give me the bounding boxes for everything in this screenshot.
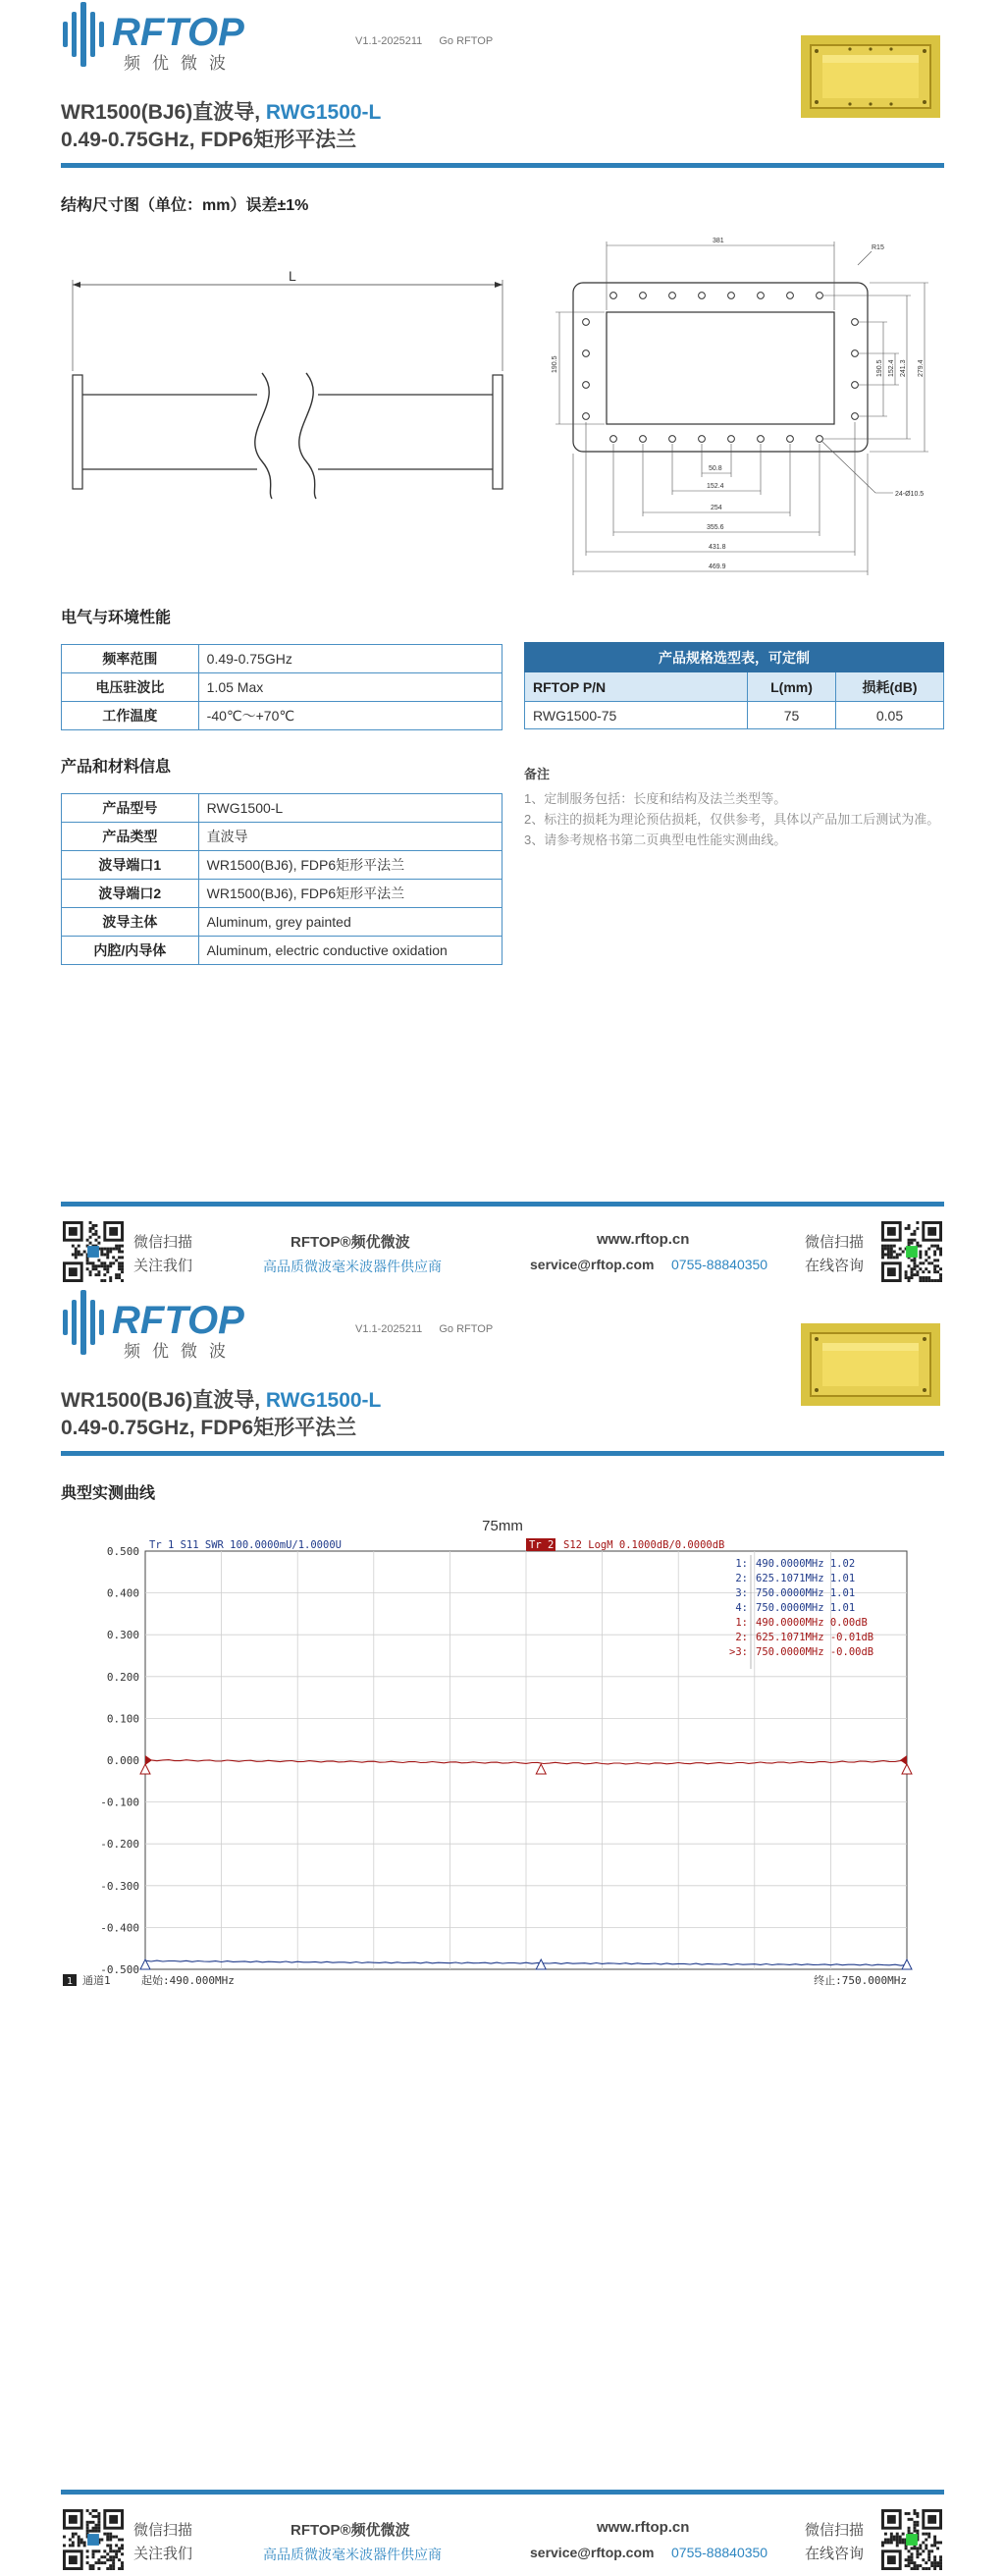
- trace2-tag: Tr 2: [529, 1539, 555, 1551]
- channel-tag: 1: [67, 1976, 74, 1987]
- marker-readout: 750.0000MHz 1.01: [756, 1587, 856, 1599]
- follow-label: 关注我们: [133, 2546, 193, 2562]
- material-table: [61, 793, 502, 965]
- brand-chinese: 频优微波: [124, 1342, 238, 1362]
- marker-id: 4:: [735, 1602, 748, 1614]
- svg-text:469.9: 469.9: [709, 564, 726, 570]
- company-name: RFTOP®频优微波: [291, 2522, 410, 2539]
- y-tick-label: 0.500: [106, 1545, 139, 1558]
- y-tick-label: -0.300: [100, 1879, 139, 1893]
- y-tick-label: 0.100: [106, 1712, 139, 1726]
- marker-readout: 750.0000MHz 1.01: [756, 1602, 856, 1614]
- scan-label-2: 微信扫描: [805, 1234, 865, 1251]
- consult-qr-code[interactable]: [881, 1221, 942, 1282]
- table-row: [62, 702, 502, 730]
- notes: [524, 764, 944, 850]
- footer-divider: [61, 2490, 944, 2495]
- product-subtitle: 0.49-0.75GHz, FDP6矩形平法兰: [61, 1417, 357, 1439]
- phone-number: 0755-88840350: [671, 1257, 768, 1272]
- y-tick-label: -0.400: [100, 1921, 139, 1935]
- spec-key: 波导端口2: [62, 880, 199, 908]
- wechat-qr-code[interactable]: [63, 1221, 124, 1282]
- website-link[interactable]: www.rftop.cn: [597, 2519, 690, 2536]
- y-tick-label: 0.200: [106, 1670, 139, 1684]
- material-heading: 产品和材料信息: [61, 759, 172, 776]
- spec-value: -40℃～+70℃: [198, 702, 502, 730]
- spec-key: 波导主体: [62, 908, 199, 937]
- marker-id: 2:: [735, 1573, 748, 1584]
- go-rftop-link[interactable]: Go RFTOP: [439, 1323, 494, 1335]
- table-row: RWG1500-75 75 0.05: [525, 702, 944, 729]
- follow-label: 关注我们: [133, 1258, 193, 1274]
- svg-text:381: 381: [713, 238, 724, 244]
- drawing-heading: 结构尺寸图（单位：mm）误差±1%: [61, 197, 309, 214]
- svg-text:190.5: 190.5: [552, 355, 558, 373]
- svg-text:RFTOP: RFTOP: [112, 1299, 244, 1342]
- email-link[interactable]: service@rftop.com: [530, 2545, 655, 2560]
- x-start-label: 起始:490.000MHz: [141, 1974, 235, 1987]
- header-divider: [61, 163, 944, 168]
- brand-chinese: 频优微波: [124, 54, 238, 74]
- table-row: [62, 794, 502, 823]
- spec-value: Aluminum, electric conductive oxidation: [198, 937, 502, 965]
- wechat-qr-code[interactable]: [63, 2509, 124, 2570]
- table-row: [62, 851, 502, 880]
- product-photo: [801, 1323, 940, 1406]
- spec-key: 波导端口1: [62, 851, 199, 880]
- chart-title: 75mm: [482, 1518, 523, 1534]
- table-row: [62, 823, 502, 851]
- svg-text:190.5: 190.5: [876, 359, 883, 377]
- trace1-header: Tr 1 S11 SWR 100.0000mU/1.0000U: [149, 1539, 342, 1551]
- scan-label-2: 微信扫描: [805, 2522, 865, 2539]
- vna-measurement-chart: [61, 1531, 944, 2001]
- doc-meta: [355, 1323, 506, 1335]
- company-slogan: 高品质微波毫米波器件供应商: [263, 2547, 442, 2562]
- selection-table: [524, 642, 944, 729]
- product-subtitle: 0.49-0.75GHz, FDP6矩形平法兰: [61, 129, 357, 151]
- spec-key: 产品型号: [62, 794, 199, 823]
- col-length: L(mm): [748, 672, 836, 702]
- curves-heading: 典型实测曲线: [61, 1485, 156, 1502]
- dimension-drawing: [61, 226, 944, 589]
- svg-text:24-Ø10.5: 24-Ø10.5: [895, 491, 925, 498]
- svg-text:R15: R15: [872, 244, 884, 251]
- marker-readout: 490.0000MHz 0.00dB: [756, 1617, 868, 1629]
- flange-left: [73, 375, 82, 489]
- scan-label: 微信扫描: [133, 2522, 193, 2539]
- spec-value: WR1500(BJ6), FDP6矩形平法兰: [198, 880, 502, 908]
- channel-label: 通道1: [82, 1974, 111, 1987]
- spec-key: 电压驻波比: [62, 673, 199, 702]
- svg-text:254: 254: [711, 505, 722, 511]
- consult-qr-code[interactable]: [881, 2509, 942, 2570]
- spec-value: Aluminum, grey painted: [198, 908, 502, 937]
- consult-label: 在线咨询: [805, 1258, 865, 1274]
- go-rftop-link[interactable]: Go RFTOP: [439, 35, 494, 47]
- selection-caption: 产品规格选型表，可定制: [525, 643, 944, 672]
- y-tick-label: -0.100: [100, 1796, 139, 1809]
- table-row: [62, 673, 502, 702]
- marker-readout: 490.0000MHz 1.02: [756, 1558, 856, 1570]
- svg-text:RFTOP: RFTOP: [112, 11, 244, 54]
- spec-value: 0.49-0.75GHz: [198, 645, 502, 673]
- y-tick-label: -0.200: [100, 1838, 139, 1852]
- y-tick-label: -0.500: [100, 1963, 139, 1976]
- note-item: 2、标注的损耗为理论预估损耗，仅供参考，具体以产品加工后测试为准。: [524, 812, 940, 827]
- page-footer: [0, 1202, 1005, 1288]
- electrical-table: [61, 644, 502, 730]
- svg-text:431.8: 431.8: [709, 544, 726, 551]
- trace2-header: S12 LogM 0.1000dB/0.0000dB: [563, 1539, 725, 1551]
- marker-readout: 750.0000MHz -0.00dB: [756, 1646, 874, 1658]
- col-loss: 损耗(dB): [836, 672, 944, 702]
- product-pn: RWG1500-L: [265, 1389, 382, 1412]
- spec-key: 频率范围: [62, 645, 199, 673]
- company-slogan: 高品质微波毫米波器件供应商: [263, 1259, 442, 1274]
- product-title: WR1500(BJ6)直波导, RWG1500-L: [61, 101, 382, 124]
- marker-id: >3:: [729, 1646, 748, 1658]
- y-tick-label: 0.300: [106, 1629, 139, 1642]
- spec-value: WR1500(BJ6), FDP6矩形平法兰: [198, 851, 502, 880]
- svg-text:L: L: [289, 268, 296, 284]
- product-pn: RWG1500-L: [265, 101, 382, 124]
- marker-id: 1:: [735, 1558, 748, 1570]
- y-tick-label: 0.000: [106, 1754, 139, 1767]
- table-row: [62, 908, 502, 937]
- website-link[interactable]: www.rftop.cn: [597, 1231, 690, 1248]
- table-row: [62, 880, 502, 908]
- notes-title: 备注: [524, 767, 551, 781]
- spec-value: RWG1500-L: [198, 794, 502, 823]
- marker-readout: 625.1071MHz 1.01: [756, 1573, 856, 1584]
- svg-text:152.4: 152.4: [888, 359, 895, 377]
- spec-value: 1.05 Max: [198, 673, 502, 702]
- flange-right: [493, 375, 502, 489]
- product-title: WR1500(BJ6)直波导, RWG1500-L: [61, 1389, 382, 1412]
- consult-label: 在线咨询: [805, 2546, 865, 2562]
- svg-text:241.3: 241.3: [900, 359, 907, 377]
- marker-id: 2:: [735, 1632, 748, 1643]
- spec-key: 产品类型: [62, 823, 199, 851]
- spec-key: 内腔/内导体: [62, 937, 199, 965]
- svg-text:152.4: 152.4: [707, 483, 724, 490]
- scan-label: 微信扫描: [133, 1234, 193, 1251]
- marker-id: 1:: [735, 1617, 748, 1629]
- spec-key: 工作温度: [62, 702, 199, 730]
- product-photo: [801, 35, 940, 118]
- svg-text:279.4: 279.4: [918, 359, 925, 377]
- version-label: V1.1-2025211: [355, 1323, 423, 1335]
- marker-id: 3:: [735, 1587, 748, 1599]
- note-item: 3、请参考规格书第二页典型电性能实测曲线。: [524, 832, 787, 847]
- company-name: RFTOP®频优微波: [291, 1234, 410, 1251]
- marker-readout: 625.1071MHz -0.01dB: [756, 1632, 874, 1643]
- page-footer: [0, 2490, 1005, 2576]
- y-tick-label: 0.400: [106, 1586, 139, 1600]
- doc-meta: [355, 35, 506, 47]
- version-label: V1.1-2025211: [355, 35, 423, 47]
- table-row: [62, 937, 502, 965]
- col-pn: RFTOP P/N: [525, 672, 748, 702]
- header-divider: [61, 1451, 944, 1456]
- email-link[interactable]: service@rftop.com: [530, 1257, 655, 1272]
- phone-number: 0755-88840350: [671, 2545, 768, 2560]
- svg-text:50.8: 50.8: [709, 465, 722, 472]
- x-stop-label: 终止:750.000MHz: [814, 1974, 907, 1987]
- note-item: 1、定制服务包括：长度和结构及法兰类型等。: [524, 791, 787, 806]
- spec-value: 直波导: [198, 823, 502, 851]
- footer-divider: [61, 1202, 944, 1207]
- table-row: [62, 645, 502, 673]
- svg-text:355.6: 355.6: [707, 524, 724, 531]
- electrical-heading: 电气与环境性能: [61, 610, 172, 626]
